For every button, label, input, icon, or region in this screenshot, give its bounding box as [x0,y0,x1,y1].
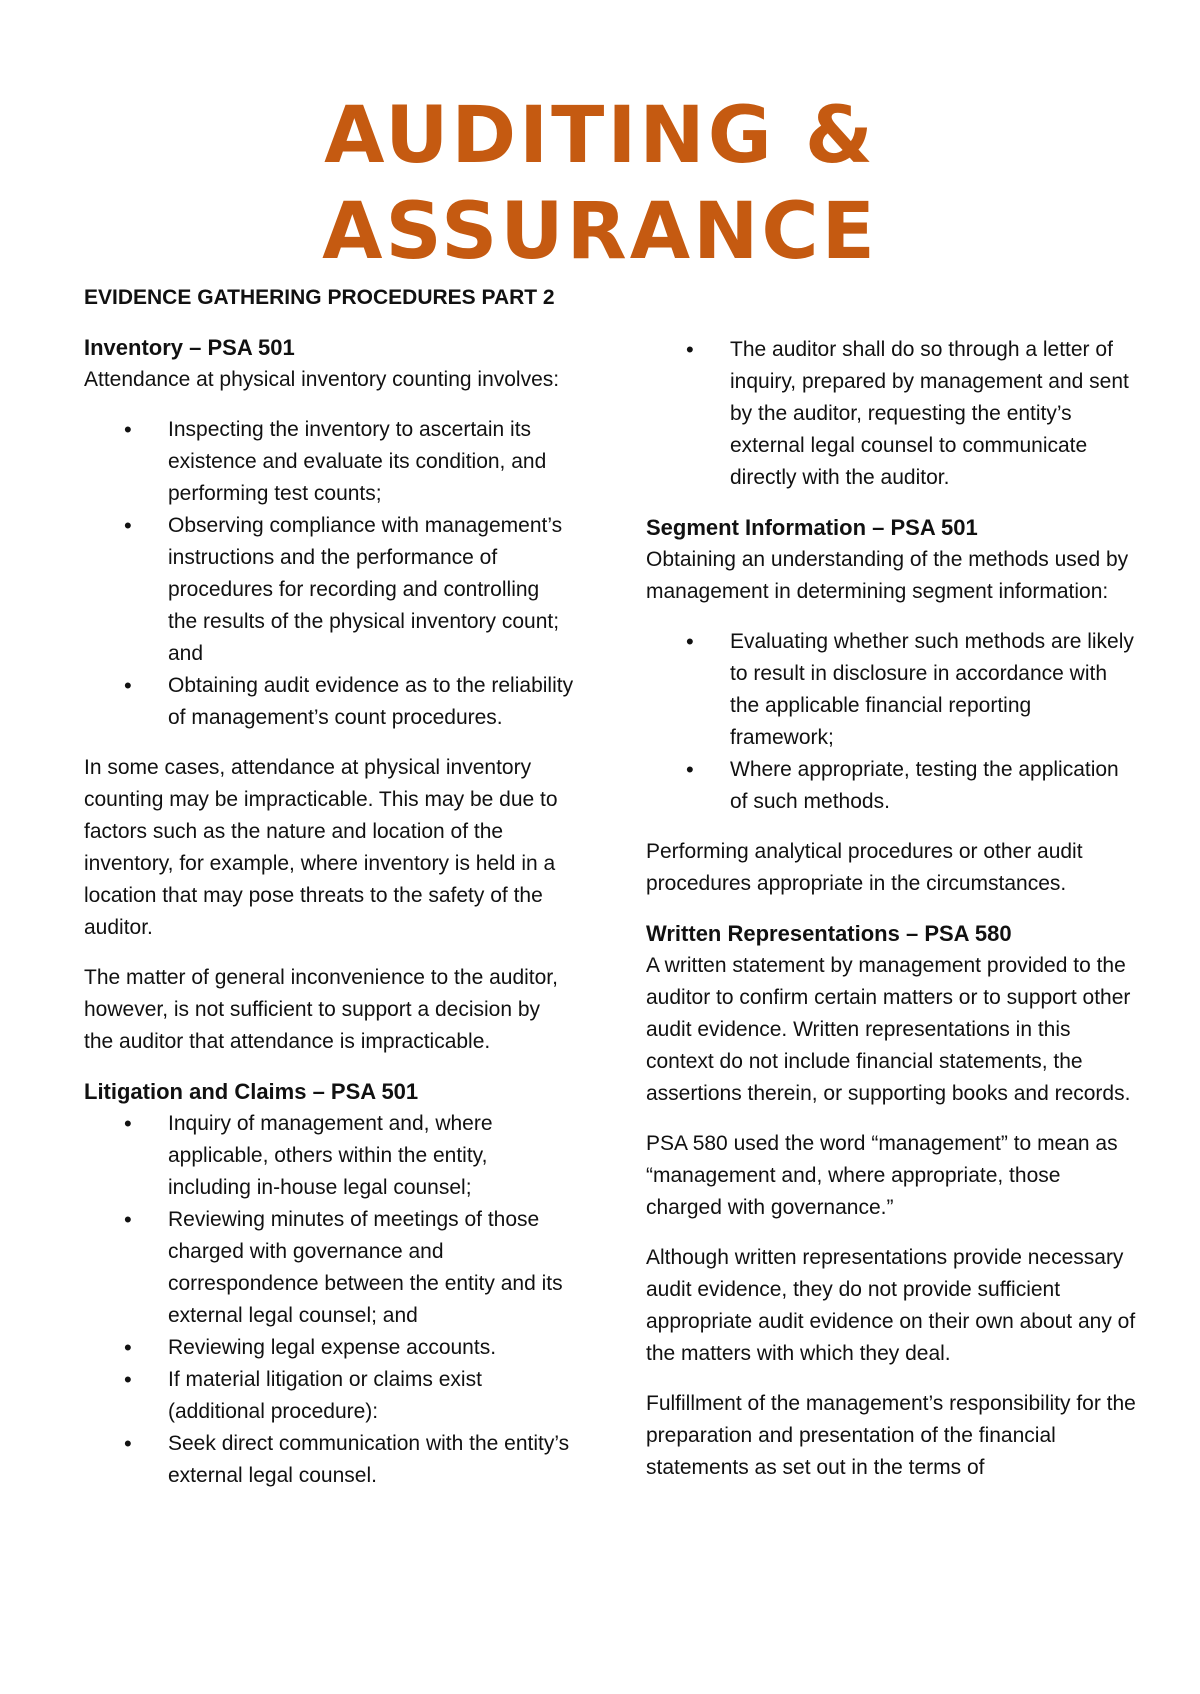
inventory-heading: Inventory – PSA 501 [84,335,295,360]
written-paragraph: Although written representations provide necessary audit evidence, they do not provide sufficient appropriate audit evidence on their own about any of the matters with which they deal. [646,1246,1136,1365]
title-line-2: ASSURANCE [322,187,878,277]
list-item: • Inspecting the inventory to ascertain its existence and evaluate its condition, and performing test counts; [84,414,574,510]
litigation-bullet-list [84,1108,574,1492]
document-subtitle: EVIDENCE GATHERING PROCEDURES PART 2 [84,286,555,309]
segment-paragraph: Performing analytical procedures or other audit procedures appropriate in the circumstances. [646,840,1083,895]
written-representations-heading: Written Representations – PSA 580 [646,921,1012,946]
litigation-bullet-list-continued [646,334,1136,494]
list-item: • Seek direct communication with the entity’s external legal counsel. [84,1428,574,1492]
litigation-heading: Litigation and Claims – PSA 501 [84,1079,419,1104]
left-column [84,282,574,1510]
list-item: • If material litigation or claims exist (additional procedure): [84,1364,574,1428]
segment-bullet-list [646,626,1136,818]
written-paragraph: A written statement by management provided to the auditor to confirm certain matters or to support other audit evidence. Written representations in this context do not include financial statements, the assertions therein, or supporting books and records. [646,954,1131,1105]
written-paragraph: PSA 580 used the word “management” to mean as “management and, where appropriate, those charged with governance.” [646,1132,1118,1219]
written-paragraph: Fulfillment of the management’s responsibility for the preparation and presentation of the financial statements as set out in the terms of [646,1392,1136,1479]
segment-heading: Segment Information – PSA 501 [646,515,978,540]
inventory-paragraph: In some cases, attendance at physical inventory counting may be impracticable. This may be due to factors such as the nature and location of the inventory, for example, where inventory is held in a location that may pose threats to the safety of the auditor. [84,756,558,939]
list-item: • Observing compliance with management’s instructions and the performance of procedures for recording and controlling the results of the physical inventory count; and [84,510,574,670]
list-item: • Where appropriate, testing the application of such methods. [646,754,1136,818]
list-item: • Obtaining audit evidence as to the reliability of management’s count procedures. [84,670,574,734]
list-item: • The auditor shall do so through a letter of inquiry, prepared by management and sent by the auditor, requesting the entity’s external legal counsel to communicate directly with the auditor. [646,334,1136,494]
right-column [646,334,1136,1484]
list-item: • Reviewing legal expense accounts. [84,1332,574,1364]
list-item: • Inquiry of management and, where applicable, others within the entity, including in-house legal counsel; [84,1108,574,1204]
title-line-1: AUDITING & [324,91,876,181]
list-item: • Reviewing minutes of meetings of those charged with governance and correspondence between the entity and its external legal counsel; and [84,1204,574,1332]
document-title [0,88,1200,280]
list-item: • Evaluating whether such methods are likely to result in disclosure in accordance with the applicable financial reporting framework; [646,626,1136,754]
inventory-paragraph: The matter of general inconvenience to the auditor, however, is not sufficient to support a decision by the auditor that attendance is impracticable. [84,966,558,1053]
inventory-intro: Attendance at physical inventory counting involves: [84,368,560,391]
inventory-bullet-list [84,414,574,734]
segment-intro: Obtaining an understanding of the methods used by management in determining segment information: [646,548,1129,603]
